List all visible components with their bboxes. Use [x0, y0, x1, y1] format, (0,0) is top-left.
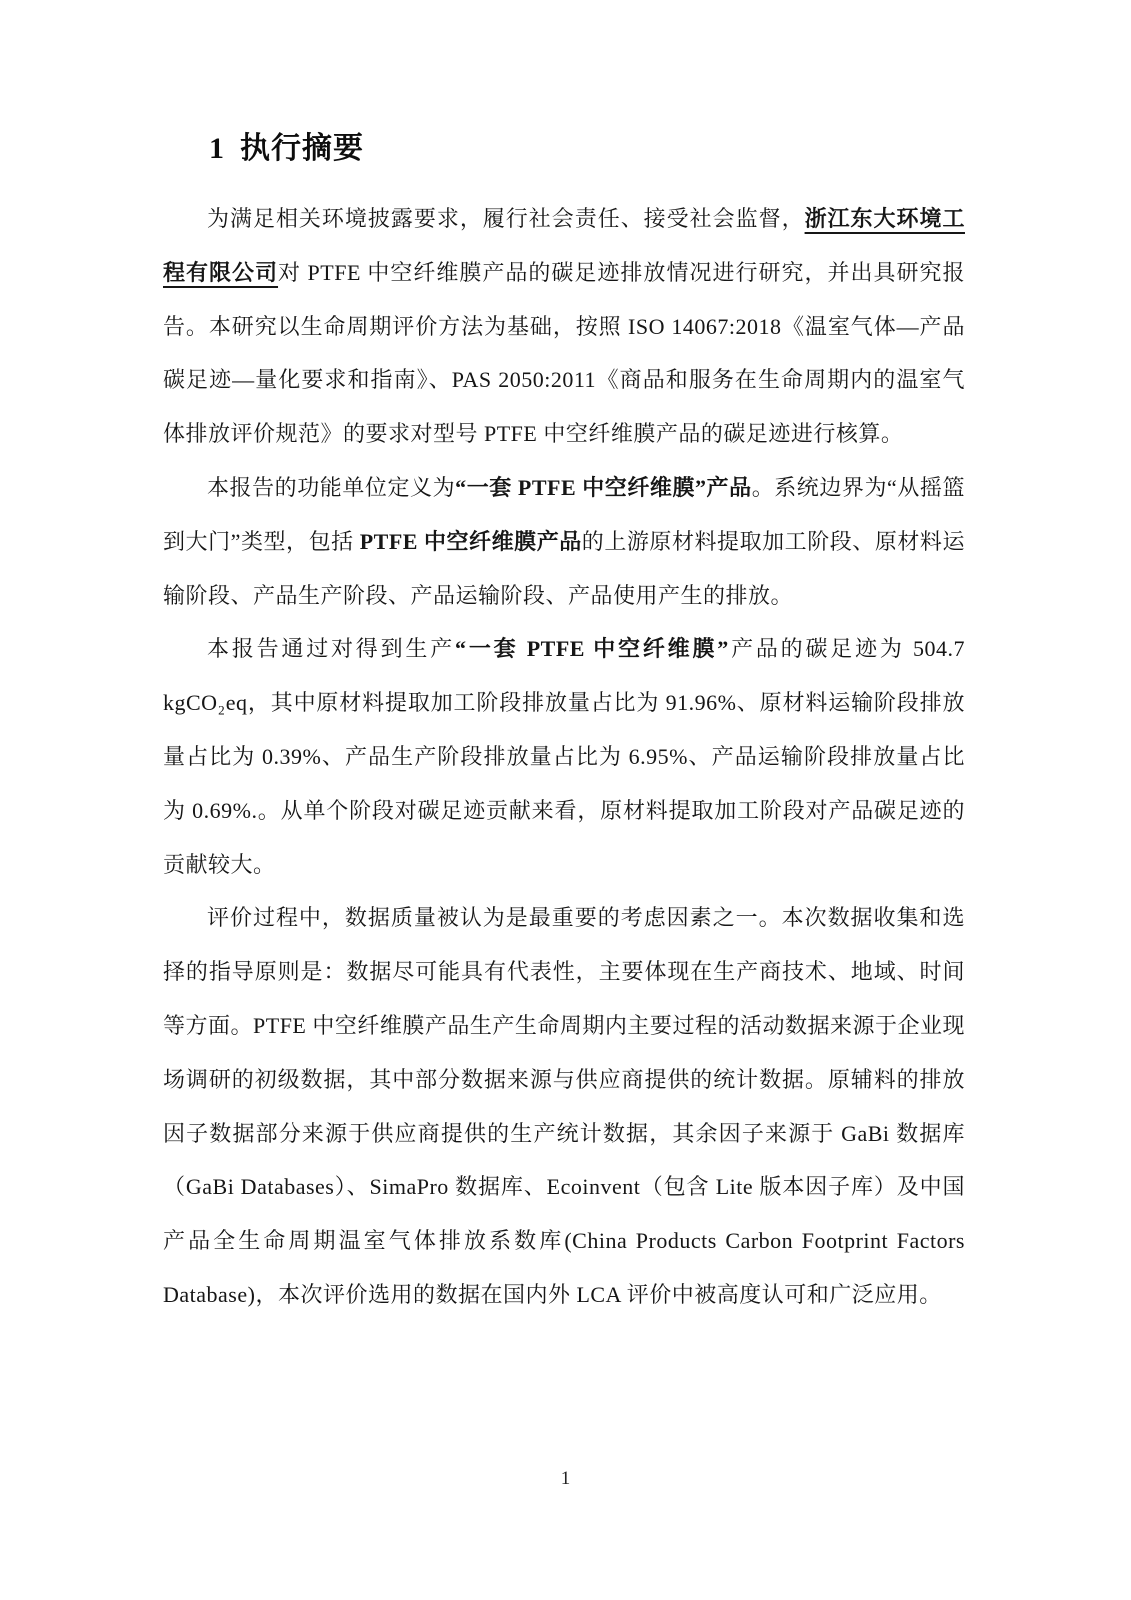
- paragraphs: [163, 192, 965, 1322]
- text-run: 评价过程中，数据质量被认为是最重要的考虑因素之一。本次数据收集和选择的指导原则是：数据尽可能具有代表性，主要体现在生产商技术、地域、时间等方面。PTFE 中空纤维膜产品生产生命周期内主要过程的活动数据来源于企业现场调研的初级数据，其中部分数据来源与供应商提供的统计数据。原辅料的排放因子数据部分来源于供应商提供的生产统计数据，其余因子来源于 GaBi 数据库（GaBi Databases）、SimaPro 数据库、Ecoinvent（包含 Lite 版本因子库）及中国产品全生命周期温室气体排放系数库(China Products Carbon Footprint Factors Database)，本次评价选用的数据在国内外 LCA 评价中被高度认可和广泛应用。: [163, 905, 965, 1307]
- text-run: 本报告通过对得到生产: [207, 636, 456, 662]
- text-run: “一套 PTFE 中空纤维膜”产品: [455, 474, 752, 500]
- paragraph: [163, 891, 965, 1321]
- document-page: [163, 0, 965, 1322]
- paragraph: [163, 461, 965, 622]
- section-number: 1: [209, 132, 224, 165]
- text-run: 的上游原材料提取加工阶段、原材料运输阶段、产品生产阶段、产品运输阶段、产品使用产生的排放。: [163, 528, 965, 608]
- text-run: 浙江东大环境工程有限公司: [163, 206, 965, 285]
- paragraph: [163, 622, 965, 891]
- text-run: 对 PTFE 中空纤维膜产品的碳足迹排放情况进行研究，并出具研究报告。本研究以生命周期评价方法为基础，按照 ISO 14067:2018《温室气体—产品碳足迹—量化要求和指南》、PAS 2050:2011《商品和服务在生命周期内的温室气体排放评价规范》的要求对型号 PTFE 中空纤维膜产品的碳足迹进行核算。: [163, 259, 965, 447]
- text-run: 本报告的功能单位定义为: [207, 474, 456, 500]
- text-run: PTFE 中空纤维膜产品: [359, 528, 582, 554]
- text-run: 产品的碳足迹为 504.7 kgCO₂eq，其中原材料提取加工阶段排放量占比为 91.96%、原材料运输阶段排放量占比为 0.39%、产品生产阶段排放量占比为 6.95%、产品运输阶段排放量占比为 0.69%.。从单个阶段对碳足迹贡献来看，原材料提取加工阶段对产品碳足迹的贡献较大。: [163, 636, 965, 877]
- text-run: 为满足相关环境披露要求，履行社会责任、接受社会监督，: [207, 206, 805, 231]
- text-run: “一套 PTFE 中空纤维膜”: [455, 636, 729, 662]
- page-number: 1: [560, 1468, 571, 1489]
- paragraph: [163, 192, 965, 461]
- text-run: 。系统边界为“从摇篮到大门”类型，包括: [163, 474, 965, 554]
- section-title: 执行摘要: [240, 132, 364, 165]
- section-heading: [163, 0, 965, 166]
